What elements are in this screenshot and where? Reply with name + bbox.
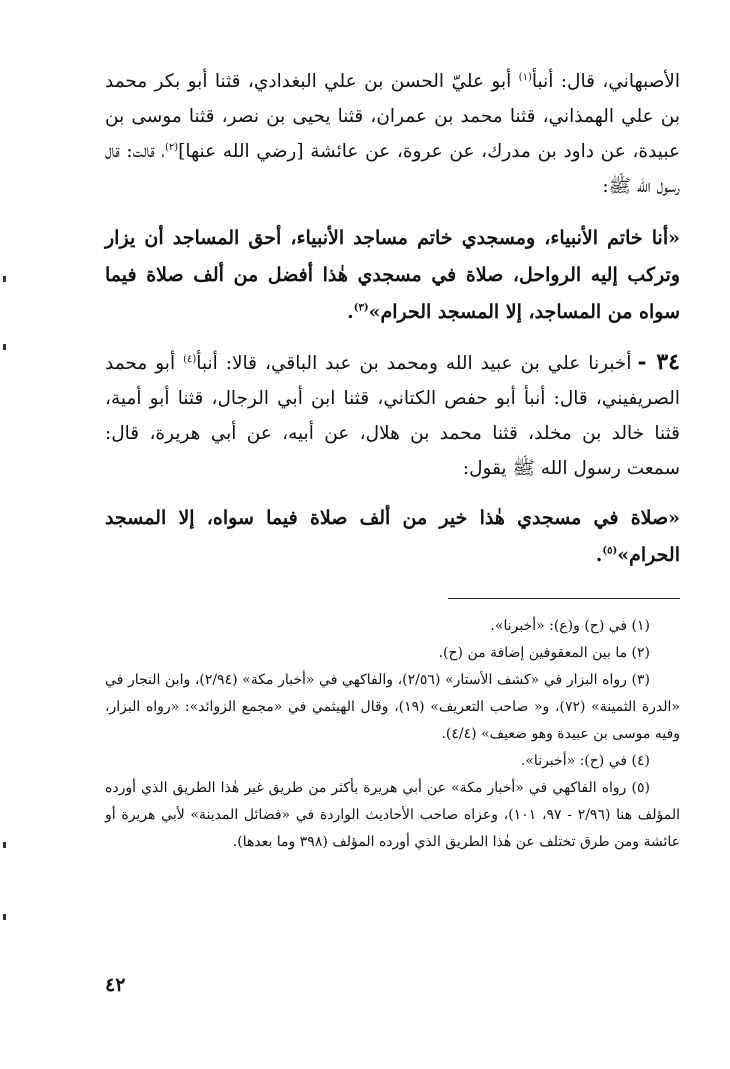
- text-span: ، قالت: قال رسول الله ﷺ:: [105, 141, 680, 197]
- footnote-ref-3[interactable]: (٣): [353, 302, 369, 314]
- footnote-3: (٣) رواه البزار في «كشف الأستار» (٢/٥٦)، والفاكهي في «أخبار مكة» (٢/٩٤)، وابن النجار في «الدرة الثمينة» (٧٢)، و« صاحب التعريف» (١٩)، وقال الهيثمي في «مجمع الزوائد»: «رواه البزار، وفيه موسى بن عبيدة وهو ضعيف» (٤/٤).: [105, 672, 680, 742]
- footnotes-section: [105, 613, 680, 856]
- margin-mark: [3, 344, 6, 350]
- text-span: .: [347, 301, 354, 323]
- footnote-1: (١) في (ح) و(ع): «أخبرنا».: [490, 618, 650, 634]
- margin-mark: [3, 914, 6, 920]
- page-body: [105, 64, 680, 1004]
- hadith-text-2: [105, 500, 680, 574]
- footnote-ref-2[interactable]: (٢): [164, 141, 179, 153]
- text-span: «أنا خاتم الأنبياء، ومسجدي خاتم مساجد الأنبياء، أحق المساجد أن يزار وتركب إليه الرواحل، صلاة في مسجدي هٰذا أفضل من ألف صلاة فيما سواه من المساجد، إلا المسجد الحرام»: [105, 227, 680, 323]
- margin-mark: [3, 842, 6, 848]
- paragraph-isnad-34: [105, 345, 680, 486]
- text-span: أبو محمد الصريفيني، قال: أنبأ أبو حفص الكتاني، قثنا ابن أبي الرجال، قثنا أبو أمية، قثنا خالد بن مخلد، قثنا محمد بن هلال، عن أبيه، عن أبي هريرة، قال: سمعت رسول الله ﷺ يقول:: [105, 353, 680, 479]
- margin-mark: [3, 276, 6, 282]
- footnote-ref-1[interactable]: (١): [518, 71, 532, 83]
- paragraph-isnad-1: [105, 64, 680, 204]
- footnote-ref-4[interactable]: (٤): [183, 353, 197, 365]
- page-number: ٤٢: [105, 974, 126, 996]
- hadith-number: ٣٤ -: [637, 349, 680, 375]
- footnote-2: (٢) ما بين المعقوفين إضافة من (ح).: [438, 645, 650, 661]
- hadith-text-1: [105, 220, 680, 331]
- footnote-divider: [448, 598, 680, 599]
- footnote-ref-5[interactable]: (٥): [602, 545, 618, 557]
- text-span: الأصبهاني، قال: أنبأ: [531, 71, 681, 92]
- footnote-5: (٥) رواه الفاكهي في «أخبار مكة» عن أبي هريرة بأكثر من طريق غير هٰذا الطريق الذي أورده المؤلف هنا (٢/٩٦ - ٩٧، ١٠١)، وعزاه صاحب الأحاديث الواردة في «فضائل المدينة» لأبي هريرة أو عائشة ومن طرق تختلف عن هٰذا الطريق الذي أورده المؤلف (٣٩٨ وما بعدها).: [105, 780, 680, 850]
- footnote-4: (٤) في (ح): «أخبرنا».: [520, 753, 650, 769]
- text-span: «صلاة في مسجدي هٰذا خير من ألف صلاة فيما سواه، إلا المسجد الحرام»: [105, 507, 680, 566]
- text-span: أبو عليّ الحسن بن علي البغدادي، قثنا أبو بكر محمد بن علي الهمذاني، قثنا محمد بن عمران، قثنا يحيى بن نصر، قثنا موسى بن عبيدة، عن داود بن مدرك، عن عروة، عن عائشة [رضي الله عنها]: [105, 71, 680, 162]
- text-span: أخبرنا علي بن عبيد الله ومحمد بن عبد الباقي، قالا: أنبأ: [196, 353, 632, 374]
- text-span: .: [595, 544, 603, 566]
